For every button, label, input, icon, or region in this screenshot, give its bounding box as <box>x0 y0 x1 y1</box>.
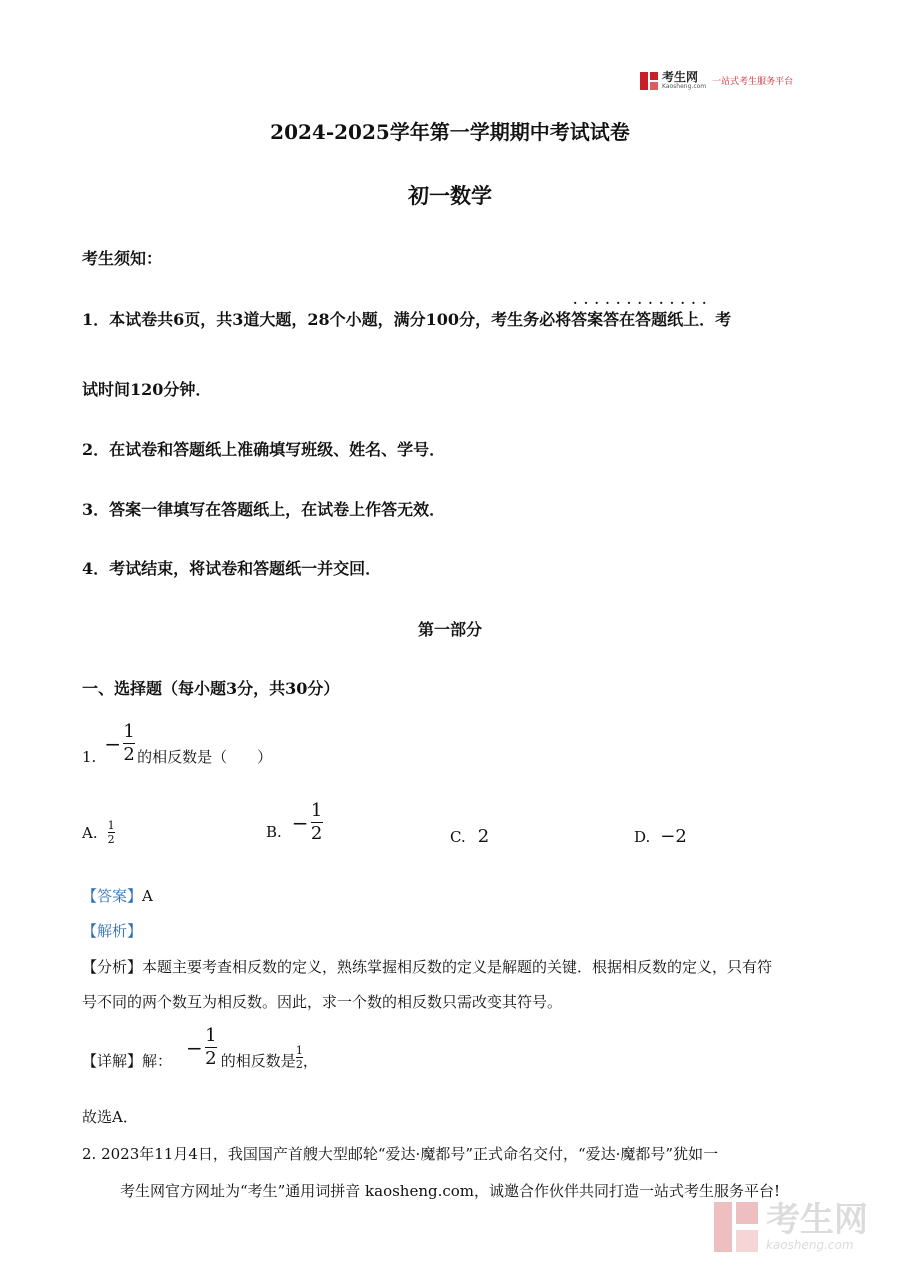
option-a[interactable] <box>82 820 115 845</box>
q1-minus-sign: − <box>104 731 122 756</box>
choose-value: A <box>112 1108 123 1126</box>
q1-fraction-num: 1 <box>123 721 135 742</box>
header-logo <box>640 71 793 90</box>
subject-title: 初一数学 <box>408 183 492 208</box>
option-a-label: A. <box>82 823 98 842</box>
option-b-fraction <box>311 802 323 843</box>
notice-item-1 <box>82 307 731 330</box>
watermark-cn: 考生网 <box>766 1200 868 1240</box>
fenxi-tag: 【分析】 <box>82 958 143 976</box>
watermark-logo-icon <box>714 1202 758 1252</box>
detail-mid: 的相反数是 <box>220 1052 296 1070</box>
detail-end: ， <box>302 1052 318 1070</box>
section-title: 一、选择题（每小题3分，共30分） <box>82 679 340 698</box>
notice-item-4: 4．考试结束，将试卷和答题纸一并交回． <box>82 559 382 578</box>
option-b-label: B. <box>266 822 282 841</box>
logo-cn-text: 考生网 <box>662 70 699 84</box>
watermark-en: kaosheng.com <box>766 1238 854 1252</box>
question-2: 2. 2023年11月4日，我国国产首艘大型邮轮“爱达·魔都号”正式命名交付，“爱达·魔都号”犹如一 <box>82 1145 719 1163</box>
choose-text: 故选 <box>82 1108 113 1126</box>
notice-item-1-part-b: ．考 <box>699 310 732 329</box>
question-1-text: 的相反数是（ ） <box>137 748 273 766</box>
analysis-tag: 【解析】 <box>82 922 143 940</box>
logo-slogan: 一站式考生服务平台 <box>712 77 794 87</box>
option-c-label: C. <box>450 827 466 846</box>
detail-result-num: 1 <box>295 1044 303 1057</box>
option-b[interactable] <box>266 802 323 843</box>
exam-title: 2024-2025学年第一学期期中考试试卷 <box>270 120 630 144</box>
choose-line <box>82 1106 138 1127</box>
detail-fraction <box>205 1027 217 1068</box>
detail-result-fraction <box>296 1045 303 1070</box>
option-d[interactable] <box>634 826 687 847</box>
option-b-num: 1 <box>310 800 323 821</box>
question-1-number: 1. <box>82 747 97 766</box>
answer-tag: 【答案】 <box>82 887 143 905</box>
detail-tag: 【详解】 <box>82 1052 143 1070</box>
detail-prefix: 解： <box>142 1052 173 1070</box>
option-b-minus: − <box>291 810 309 835</box>
notice-item-1-emphasis: · · · 答案答在答题纸上 <box>571 310 699 329</box>
q1-fraction-den: 2 <box>123 744 135 765</box>
footer-text: 考生网官方网址为“考生”通用词拼音 kaosheng.com，诚邀合作伙伴共同打造一站式考生服务平台! <box>119 1182 781 1200</box>
kaosheng-logo-icon <box>640 72 658 90</box>
notice-item-1-part-a: 1．本试卷共6页，共3道大题，28个小题，满分100分，考生务必将 <box>82 310 572 329</box>
choose-end: ． <box>122 1108 138 1126</box>
fenxi-line-1 <box>82 956 772 977</box>
q1-fraction <box>123 723 135 764</box>
option-d-value: −2 <box>660 826 687 847</box>
option-a-fraction <box>108 820 115 845</box>
option-c[interactable] <box>450 826 489 847</box>
detail-minus: − <box>186 1035 203 1060</box>
option-d-label: D. <box>634 827 651 846</box>
notice-item-1-cont: 试时间120分钟． <box>82 380 212 399</box>
option-c-value: 2 <box>477 826 490 847</box>
option-a-den: 2 <box>107 833 115 846</box>
detail-num: 1 <box>205 1025 217 1046</box>
watermark <box>714 1202 868 1252</box>
fenxi-text-1: 本题主要考查相反数的定义，熟练掌握相反数的定义是解题的关键．根据相反数的定义，只有符 <box>142 958 773 976</box>
answer-line <box>82 885 153 906</box>
fenxi-line-2: 号不同的两个数互为相反数。因此，求一个数的相反数只需改变其符号。 <box>82 993 563 1011</box>
detail-result-den: 2 <box>295 1058 303 1071</box>
notice-heading: 考生须知： <box>82 249 163 268</box>
notice-item-3: 3．答案一律填写在答题纸上，在试卷上作答无效． <box>82 500 446 519</box>
detail-den: 2 <box>205 1048 217 1069</box>
notice-item-2: 2．在试卷和答题纸上准确填写班级、姓名、学号． <box>82 440 446 459</box>
detail-line <box>82 1024 318 1071</box>
part-title: 第一部分 <box>417 620 482 639</box>
answer-value: A <box>142 887 153 905</box>
logo-en-text: Kaosheng.com <box>662 83 707 90</box>
option-a-num: 1 <box>107 819 115 832</box>
option-b-den: 2 <box>310 823 323 844</box>
question-1 <box>82 720 272 767</box>
